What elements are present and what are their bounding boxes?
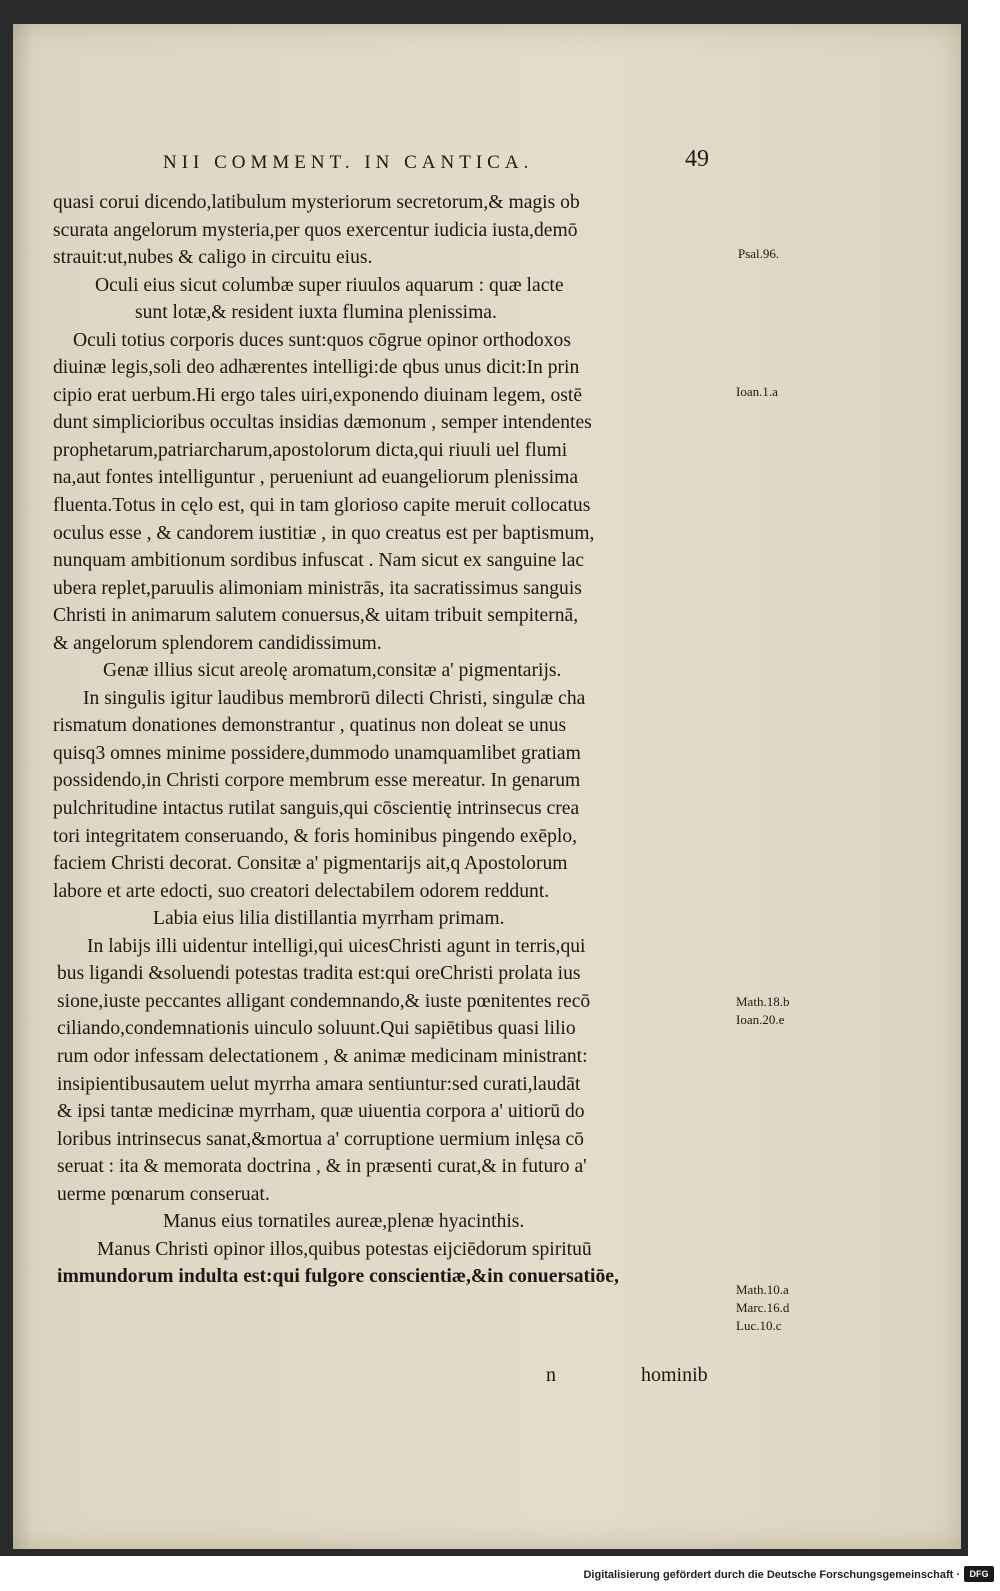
text-line: possidendo,in Christi corpore membrum esse mereatur. In genarum [53, 770, 581, 792]
text-line: prophetarum,patriarcharum,apostolorum dicta,qui riuuli uel flumi [53, 439, 568, 461]
digitization-footer [0, 1562, 1000, 1591]
text-line: cipio erat uerbum.Hi ergo tales uiri,exponendo diuinam legem, ostē [53, 384, 583, 406]
text-line: insipientibusautem uelut myrrha amara sentiuntur:sed curati,laudāt [57, 1073, 581, 1095]
text-line: ubera replet,paruulis alimoniam ministrās, ita sacratissimus sanguis [53, 577, 582, 599]
main-text-block [43, 189, 743, 1291]
text-line: In singulis igitur laudibus membrorū dilecti Christi, singulæ cha [83, 687, 586, 709]
text-line: Manus Christi opinor illos,quibus potestas eijciēdorum spirituū [97, 1238, 592, 1260]
text-line: strauit:ut,nubes & caligo in circuitu eius. [53, 247, 373, 269]
book-page [13, 24, 961, 1549]
margin-note: Ioan.20.e [736, 1012, 785, 1027]
margin-note: Psal.96. [738, 246, 780, 261]
text-line: immundorum indulta est:qui fulgore conscientiæ,&in conuersatiōe, [57, 1266, 619, 1288]
text-line: Christi in animarum salutem conuersus,& uitam tribuit sempiternā, [53, 605, 579, 627]
text-line: Oculi eius sicut columbæ super riuulos aquarum : quæ lacte [95, 274, 564, 296]
margin-note: Ioan.1.a [736, 384, 778, 399]
text-line: Oculi totius corporis duces sunt:quos cōgrue opinor orthodoxos [73, 329, 571, 351]
text-line: labore et arte edocti, suo creatori delectabilem odorem reddunt. [53, 880, 550, 902]
text-line: tori integritatem conseruando, & foris hominibus pingendo exēplo, [53, 825, 578, 847]
text-line: Manus eius tornatiles aureæ,plenæ hyacinthis. [163, 1211, 525, 1233]
text-line: sunt lotæ,& resident iuxta flumina plenissima. [135, 302, 497, 324]
text-line: seruat : ita & memorata doctrina , & in præsenti curat,& in futuro a' [57, 1156, 587, 1178]
text-line: In labijs illi uidentur intelligi,qui uicesChristi agunt in terris,qui [87, 935, 586, 957]
catchword: hominib [641, 1364, 708, 1386]
dfg-logo-icon: DFG [964, 1566, 994, 1582]
text-line: rismatum donationes demonstrantur , quatinus non doleat se unus [53, 715, 567, 737]
text-line: bus ligandi &soluendi potestas tradita est:qui oreChristi prolata ius [57, 963, 581, 985]
text-line: fluenta.Totus in cęlo est, qui in tam glorioso capite meruit collocatus [53, 495, 591, 517]
text-line: & ipsi tantæ medicinæ myrrham, quæ uiuentia corpora a' uitiorū do [57, 1101, 585, 1123]
text-line: Genæ illius sicut areolę aromatum,consitæ a' pigmentarijs. [103, 660, 562, 682]
text-line: quasi corui dicendo,latibulum mysteriorum secretorum,& magis ob [53, 192, 580, 213]
footer-credit-text: Digitalisierung gefördert durch die Deutsche Forschungsgemeinschaft · [583, 1569, 960, 1581]
text-line: quisq3 omnes minime possidere,dummodo unamquamlibet gratiam [53, 742, 581, 764]
running-head: NII COMMENT. IN CANTICA. [163, 152, 534, 173]
text-line: oculus esse , & candorem iustitiæ , in quo creatus est per baptismum, [53, 522, 595, 544]
text-line: pulchritudine intactus rutilat sanguis,qui cōscientię intrinsecus crea [53, 798, 580, 820]
margin-note: Math.10.a [736, 1282, 789, 1297]
text-line: nunquam ambitionum sordibus infuscat . Nam sicut ex sanguine lac [53, 550, 585, 572]
text-line: Labia eius lilia distillantia myrrham primam. [153, 908, 505, 930]
page-number: 49 [685, 146, 709, 172]
margin-note: Math.18.b [736, 994, 790, 1009]
text-line: na,aut fontes intelliguntur , perueniunt ad euangeliorum plenissima [53, 467, 579, 489]
text-line: loribus intrinsecus sanat,&mortua a' corruptione uermium inlęsa cō [57, 1128, 584, 1150]
margin-note: Luc.10.c [736, 1318, 782, 1333]
text-line: scurata angelorum mysteria,per quos exercentur iudicia iusta,demō [53, 219, 578, 241]
text-line: faciem Christi decorat. Consitæ a' pigmentarijs ait,q Apostolorum [53, 853, 568, 875]
text-line: diuinæ legis,soli deo adhærentes intelligi:de qbus unus dicit:In prin [53, 357, 580, 379]
text-line: & angelorum splendorem candidissimum. [53, 632, 382, 654]
text-line: dunt simplicioribus occultas insidias dæmonum , semper intendentes [53, 412, 592, 434]
text-line: uerme pœnarum conseruat. [57, 1183, 270, 1205]
text-line: rum odor infessam delectationem , & animæ medicinam ministrant: [57, 1045, 588, 1067]
text-line: ciliando,condemnationis uinculo soluunt.Qui sapiētibus quasi lilio [57, 1018, 576, 1040]
signature-mark: n [546, 1364, 556, 1386]
margin-note: Marc.16.d [736, 1300, 790, 1315]
text-line: sione,iuste peccantes alligant condemnando,& iuste pœnitentes recō [57, 990, 591, 1012]
